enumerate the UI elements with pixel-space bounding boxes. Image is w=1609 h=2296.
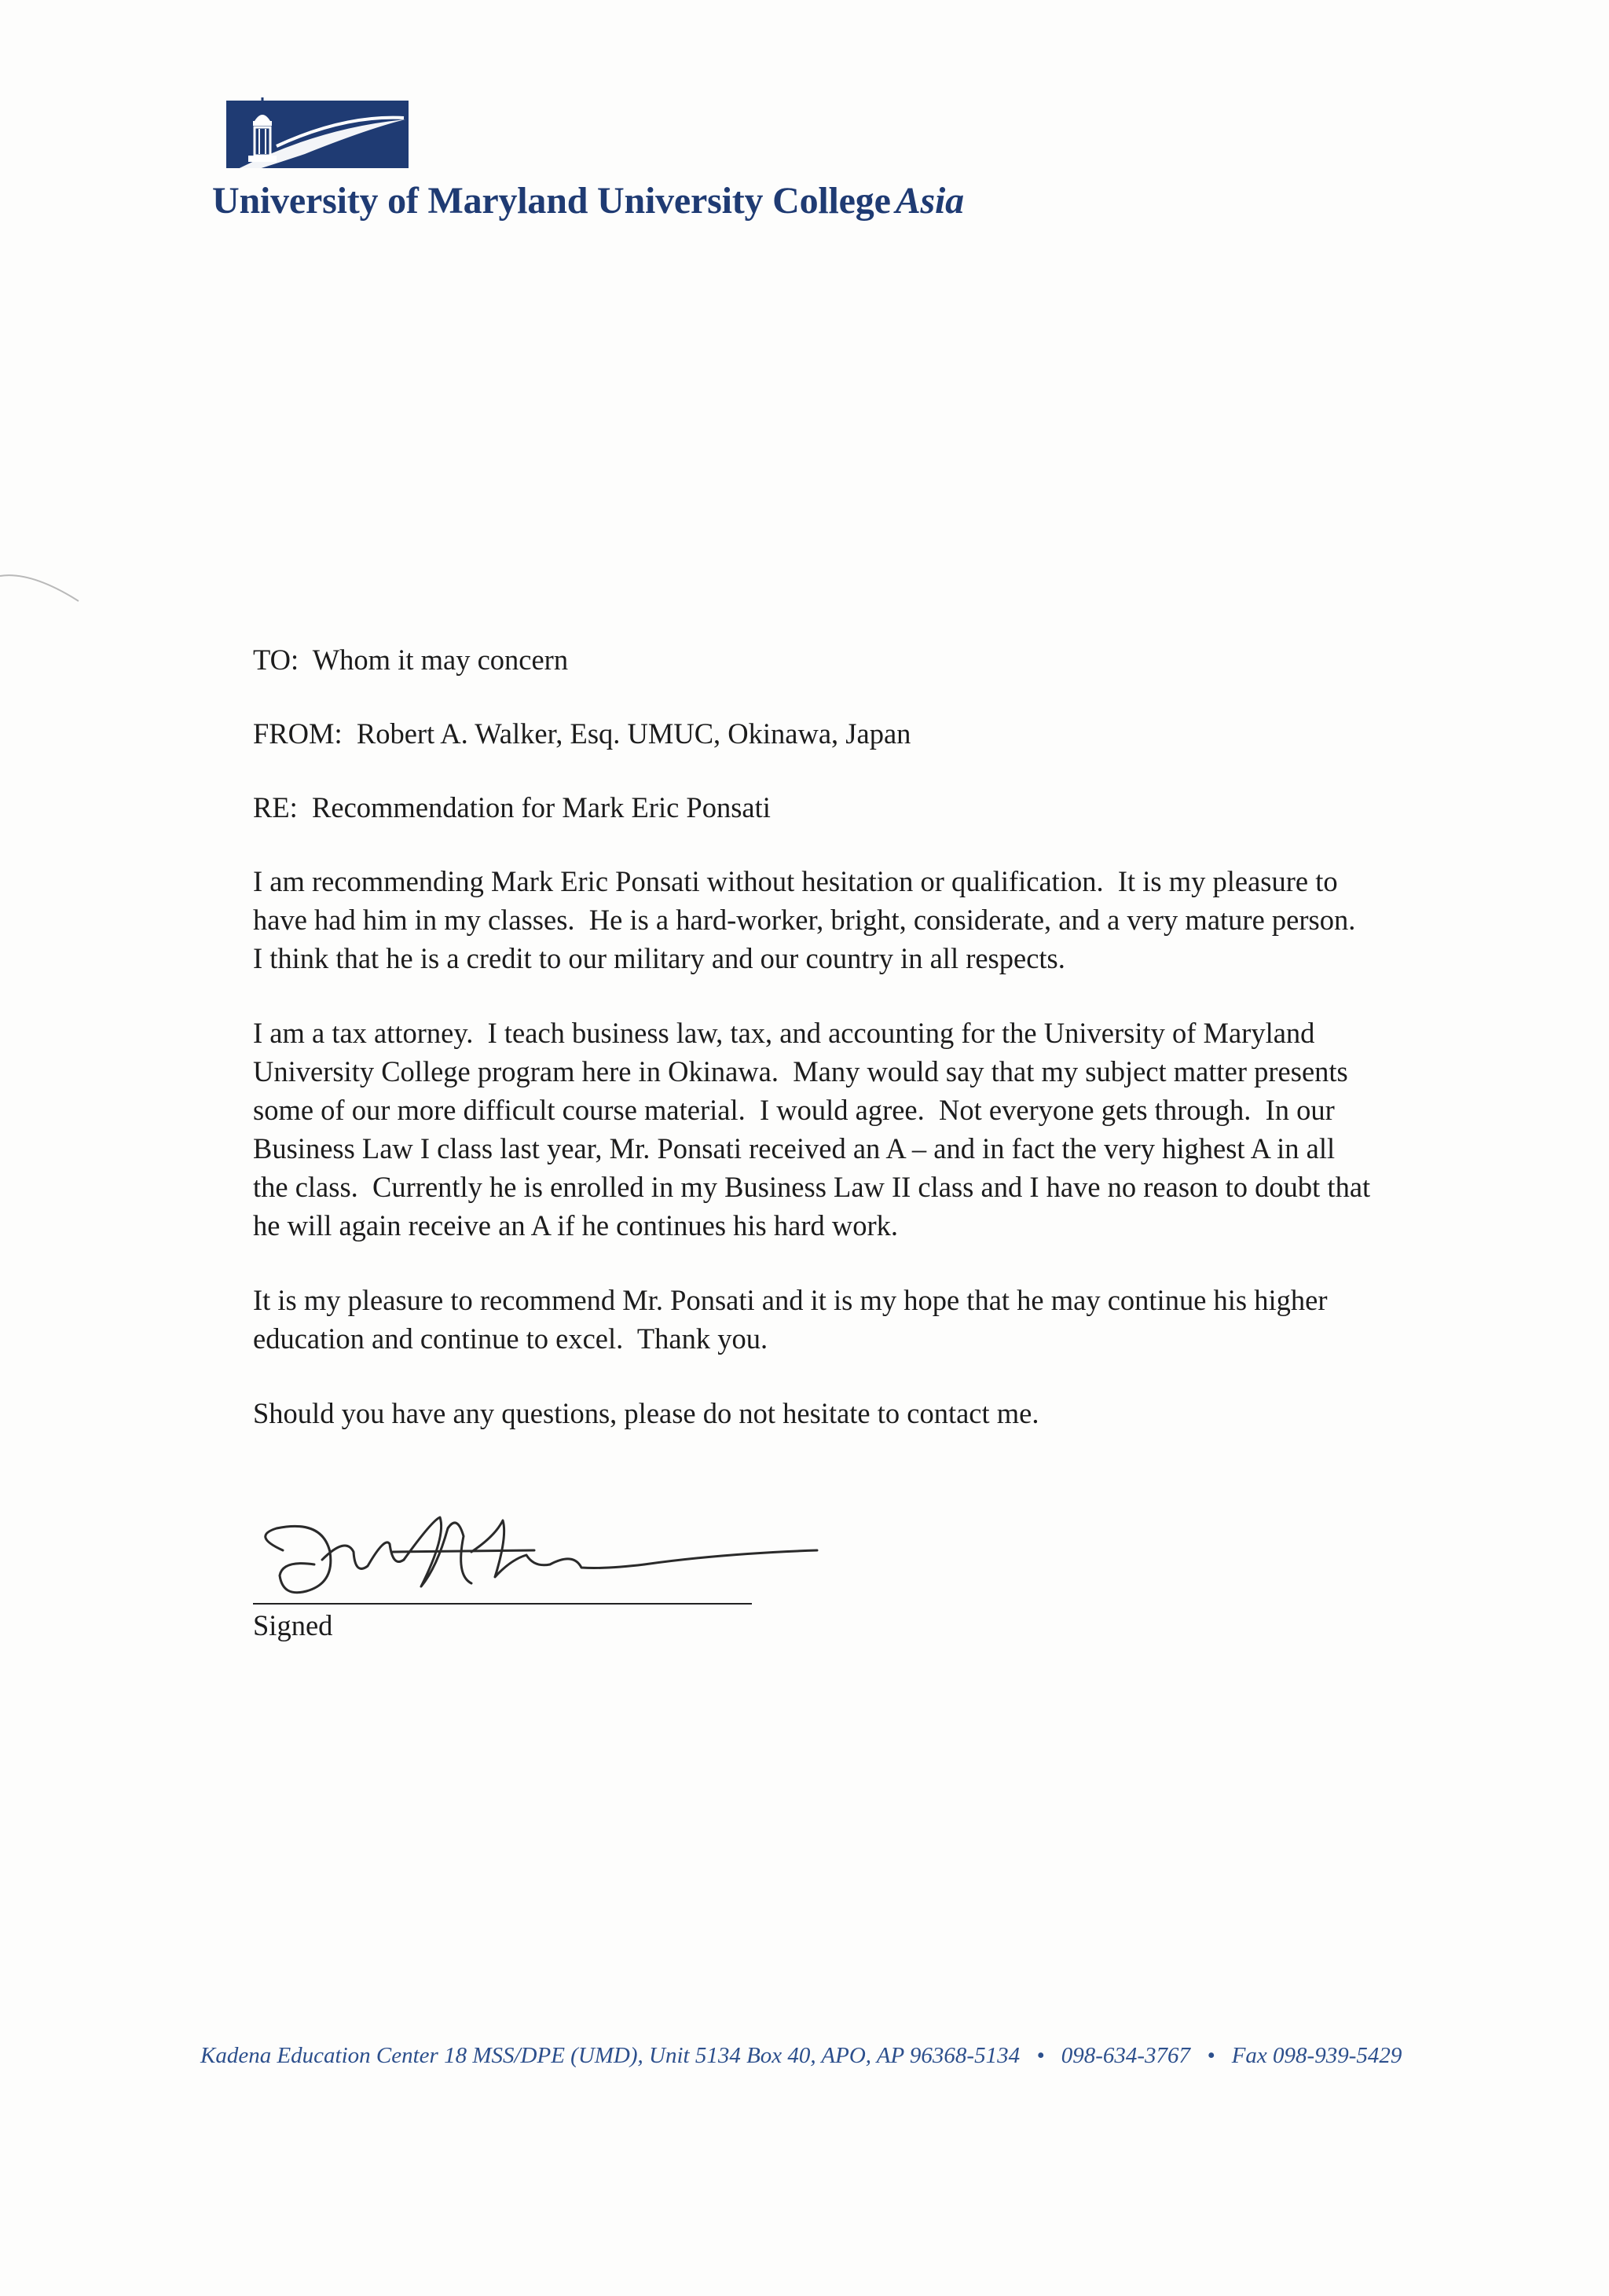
paragraph-line: I think that he is a credit to our military and our country in all respects. (253, 942, 1065, 974)
paragraph-credentials (253, 1014, 1557, 1245)
footer-fax: Fax 098-939-5429 (1231, 2043, 1402, 2068)
to-value: Whom it may concern (312, 644, 569, 676)
letterhead-footer (200, 2043, 1552, 2069)
paragraph-contact (253, 1394, 1557, 1432)
institution-name-main: University of Maryland University College (212, 180, 891, 222)
footer-phone: 098-634-3767 (1061, 2043, 1191, 2068)
paragraph-line: have had him in my classes. He is a hard-worker, bright, considerate, and a very mature person. (253, 904, 1356, 936)
paragraph-line: he will again receive an A if he continues his hard work. (253, 1209, 899, 1242)
paragraph-line: University College program here in Okinawa. Many would say that my subject matter presents (253, 1055, 1348, 1087)
paragraph-line: some of our more difficult course material. I would agree. Not everyone gets through. In our (253, 1094, 1335, 1126)
signed-label: Signed (253, 1609, 333, 1641)
from-line (253, 714, 1557, 753)
signature-line (253, 1603, 752, 1605)
paragraph-recommendation (253, 862, 1557, 977)
footer-separator: • (1207, 2043, 1215, 2068)
university-logo (211, 97, 409, 168)
re-line (253, 788, 1557, 827)
paragraph-line: It is my pleasure to recommend Mr. Ponsati and it is my hope that he may continue his higher (253, 1284, 1328, 1316)
handwritten-signature (236, 1505, 848, 1607)
letter-body (253, 640, 1557, 1469)
re-label: RE: (253, 791, 298, 823)
from-label: FROM: (253, 717, 343, 750)
re-value: Recommendation for Mark Eric Ponsati (312, 791, 771, 823)
campus-name: Asia (895, 180, 964, 222)
from-value: Robert A. Walker, Esq. UMUC, Okinawa, Japan (356, 717, 911, 750)
footer-address: Kadena Education Center 18 MSS/DPE (UMD), Unit 5134 Box 40, APO, AP 96368-5134 (200, 2043, 1021, 2068)
paragraph-line: Business Law I class last year, Mr. Ponsati received an A – and in fact the very highest A in all (253, 1132, 1336, 1165)
paragraph-line: education and continue to excel. Thank you. (253, 1322, 768, 1355)
paragraph-closing (253, 1281, 1557, 1358)
institution-name (212, 179, 964, 222)
paragraph-line: I am a tax attorney. I teach business law, tax, and accounting for the University of Maryland (253, 1017, 1315, 1049)
to-label: TO: (253, 644, 299, 676)
paragraph-line: I am recommending Mark Eric Ponsati without hesitation or qualification. It is my pleasure to (253, 865, 1338, 897)
to-line (253, 640, 1557, 679)
signature-block (236, 1505, 848, 1662)
letterhead (189, 79, 1053, 236)
paragraph-line: the class. Currently he is enrolled in my Business Law II class and I have no reason to doubt that (253, 1171, 1371, 1203)
footer-separator: • (1036, 2043, 1045, 2068)
paragraph-line: Should you have any questions, please do not hesitate to contact me. (253, 1397, 1039, 1429)
scan-artifact (0, 570, 86, 609)
